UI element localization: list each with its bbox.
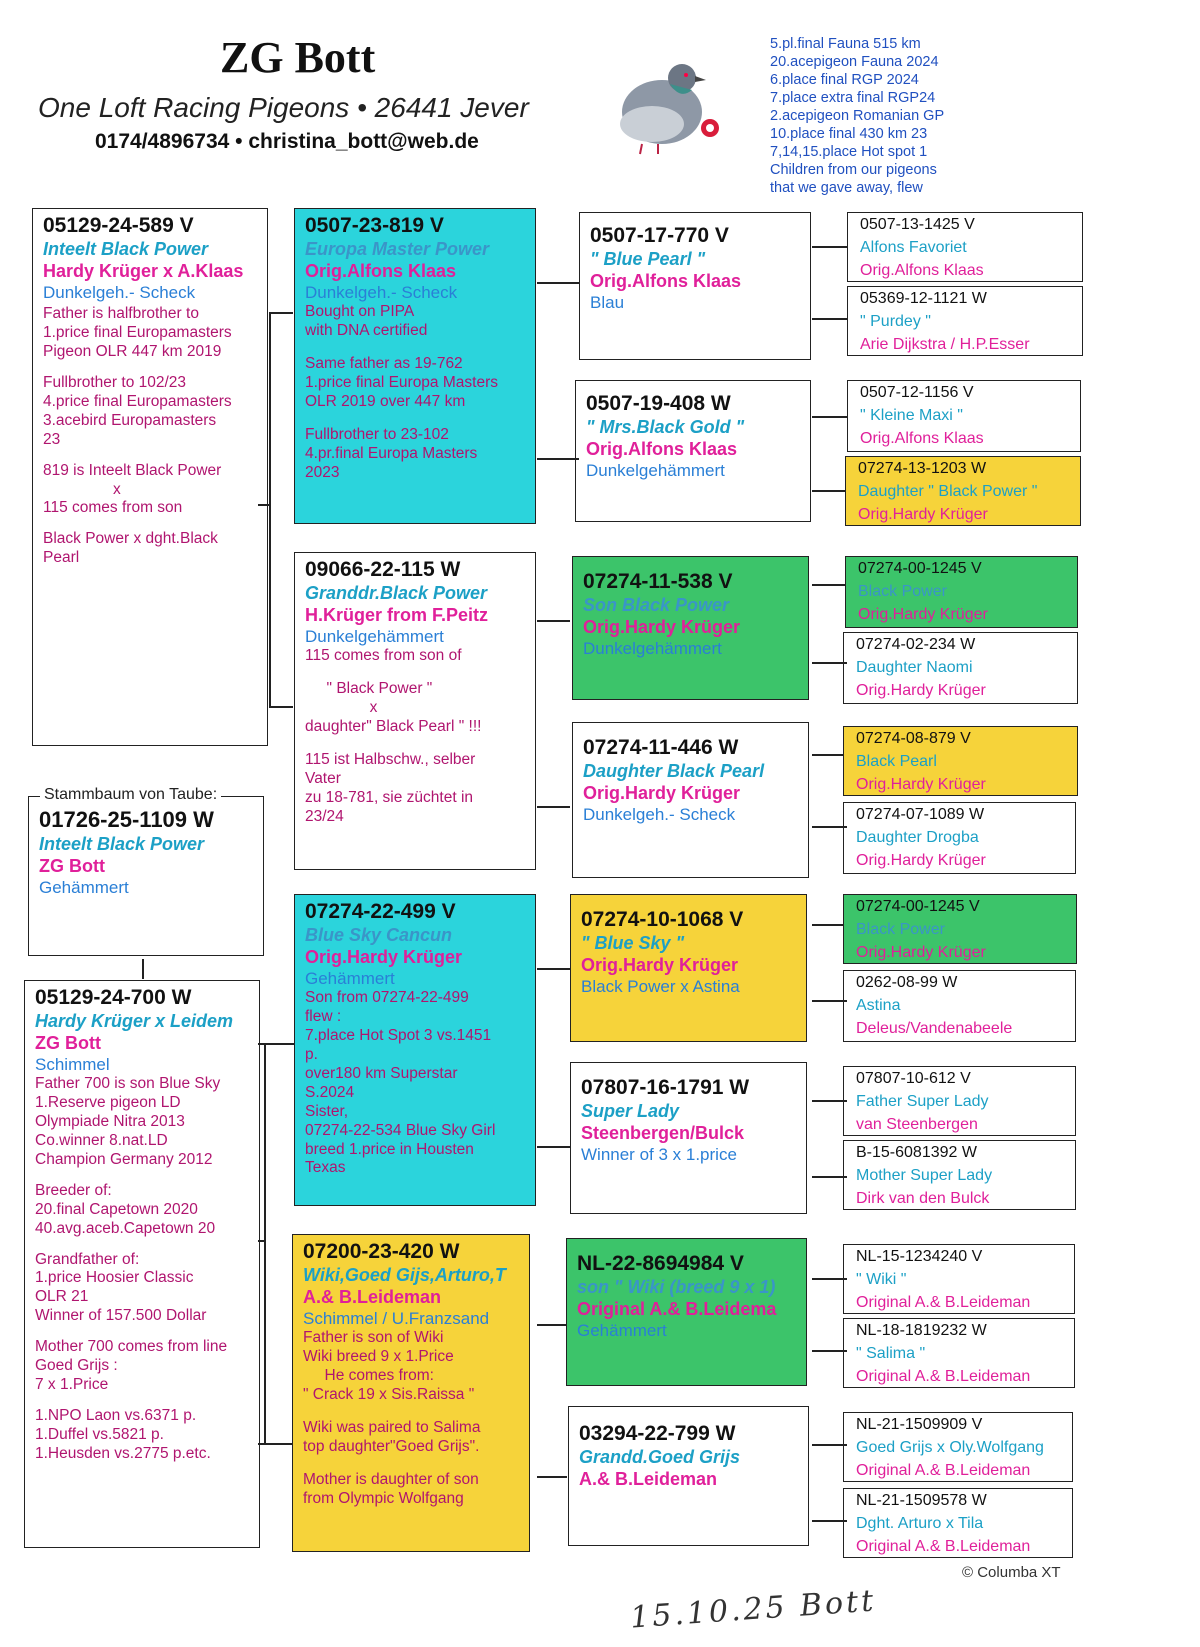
copyright: © Columba XT [962,1564,1061,1581]
subject-heading: Stammbaum von Taube: [40,786,221,804]
grandparent-card: 07274-22-499 V Blue Sky Cancun Orig.Hardy Krüger Gehämmert Son from 07274-22-499 flew : 7.place Hot Spot 3 vs.1451 p. over180 km Superstar S.2024 Sister, 07274-22-534 Blue Sky Girl breed 1.price in Housten Texas [294,894,536,1206]
grandparent-card: 09066-22-115 W Granddr.Black Power H.Krüger from F.Peitz Dunkelgehämmert 115 comes from son of " Black Power " x daughter" Black Pearl " !!! 115 ist Halbschw., selber Vater zu 18-781, sie züchtet in 23/24 [294,552,536,870]
page-title: ZG Bott [220,33,376,82]
father-name: Inteelt Black Power [43,238,209,259]
ancestor-card: 07274-00-1245 V Black Power Orig.Hardy Krüger [845,556,1078,628]
father-breeder: Hardy Krüger x A.Klaas [43,260,244,281]
contact-line: 0174/4896734 • christina_bott@web.de [95,130,479,153]
result-item: 20.acepigeon Fauna 2024 [770,53,939,70]
great-grandparent-card: 0507-17-770 V " Blue Pearl " Orig.Alfons Klaas Blau [579,212,811,360]
result-item: 7.place extra final RGP24 [770,89,936,106]
mother-color: Schimmel [35,1054,110,1074]
subject-card [28,796,264,956]
result-item: 6.place final RGP 2024 [770,71,919,88]
great-grandparent-card: 07274-10-1068 V " Blue Sky " Orig.Hardy Krüger Black Power x Astina [570,894,807,1042]
ancestor-card: 07274-00-1245 V Black Power Orig.Hardy Krüger [843,894,1077,964]
father-notes: Father is halfbrother to 1.price final Europamasters Pigeon OLR 447 km 2019 Fullbrother to 102/23 4.price final Europamasters 3.acebird Europamasters 23 819 is Inteelt Black Power x 115 comes from son Black Power x dght.Black Pearl [43,305,232,567]
great-grandparent-card: 07274-11-446 W Daughter Black Pearl Orig.Hardy Krüger Dunkelgeh.- Scheck [572,722,809,878]
ancestor-card: 07274-08-879 V Black Pearl Orig.Hardy Krüger [843,726,1078,796]
mother-id: 05129-24-700 W [35,986,192,1009]
result-item: 5.pl.final Fauna 515 km [770,36,921,52]
ancestor-card: 0507-12-1156 V " Kleine Maxi " Orig.Alfons Klaas [847,380,1081,452]
handwritten-signature: 15.10.25 Bott [629,1583,878,1636]
father-card [32,208,268,746]
father-id: 05129-24-589 V [43,214,194,237]
ancestor-card: 07274-07-1089 W Daughter Drogba Orig.Hardy Krüger [843,802,1076,874]
result-item: 7,14,15.place Hot spot 1 [770,143,928,160]
ancestor-card: B-15-6081392 W Mother Super Lady Dirk van den Bulck [843,1140,1076,1210]
ancestor-card: NL-18-1819232 W " Salima " Original A.& B.Leideman [843,1318,1075,1388]
result-item: Children from our pigeons [770,161,937,178]
subject-name: Inteelt Black Power [39,833,205,854]
subject-breeder: ZG Bott [39,855,105,876]
great-grandparent-card: 07807-16-1791 W Super Lady Steenbergen/Bulck Winner of 3 x 1.price [570,1062,807,1214]
ancestor-card: NL-21-1509578 W Dght. Arturo x Tila Original A.& B.Leideman [843,1488,1073,1558]
great-grandparent-card: 03294-22-799 W Grandd.Goed Grijs A.& B.Leideman [568,1406,809,1546]
ancestor-card: 05369-12-1121 W " Purdey " Arie Dijkstra / H.P.Esser [847,286,1083,356]
grandparent-card: 0507-23-819 V Europa Master Power Orig.Alfons Klaas Dunkelgeh.- Scheck Bought on PIPA with DNA certified Same father as 19-762 1.price final Europa Masters OLR 2019 over 447 km Fullbrother to 23-102 4.pr.final Europa Masters 2023 [294,208,536,524]
ancestor-card: 07274-13-1203 W Daughter " Black Power " Orig.Hardy Krüger [845,456,1081,526]
mother-card [24,980,260,1548]
great-grandparent-card: 0507-19-408 W " Mrs.Black Gold " Orig.Alfons Klaas Dunkelgehämmert [575,380,811,522]
mother-name: Hardy Krüger x Leidem [35,1010,234,1031]
result-item: 10.place final 430 km 23 [770,125,928,142]
ancestor-card: 07807-10-612 V Father Super Lady van Steenbergen [843,1066,1076,1136]
subject-id: 01726-25-1109 W [39,807,214,832]
page-subtitle: One Loft Racing Pigeons • 26441 Jever [38,92,529,123]
great-grandparent-card: 07274-11-538 V Son Black Power Orig.Hardy Krüger Dunkelgehämmert [572,556,809,700]
results-list [770,36,944,198]
grandparent-card: 07200-23-420 W Wiki,Goed Gijs,Arturo,T A.& B.Leideman Schimmel / U.Franzsand Father is son of Wiki Wiki breed 9 x 1.Price He comes from: " Crack 19 x Sis.Raissa " Wiki was paired to Salima top daughter"Goed Grijs". Mother is daughter of son from Olympic Wolfgang [292,1234,530,1552]
ancestor-card: 0262-08-99 W Astina Deleus/Vandenabeele [843,970,1076,1042]
ancestor-card: 07274-02-234 W Daughter Naomi Orig.Hardy Krüger [843,632,1078,704]
ancestor-card: NL-21-1509909 V Goed Grijs x Oly.Wolfgang Original A.& B.Leideman [843,1412,1073,1482]
mother-breeder: ZG Bott [35,1032,101,1053]
father-color: Dunkelgeh.- Scheck [43,282,196,302]
ancestor-card: NL-15-1234240 V " Wiki " Original A.& B.Leideman [843,1244,1075,1314]
result-item: that we gave away, flew [770,179,923,196]
ancestor-card: 0507-13-1425 V Alfons Favoriet Orig.Alfons Klaas [847,212,1083,282]
great-grandparent-card: NL-22-8694984 V son " Wiki (breed 9 x 1) Original A.& B.Leidema Gehämmert [566,1238,807,1386]
pigeon-photo [592,32,732,157]
subject-color: Gehämmert [39,877,129,897]
result-item: 2.acepigeon Romanian GP [770,107,945,124]
mother-notes: Father 700 is son Blue Sky 1.Reserve pigeon LD Olympiade Nitra 2013 Co.winner 8.nat.LD Champion Germany 2012 Breeder of: 20.final Capetown 2020 40.avg.aceb.Capetown 20 Grandfather of: 1.price Hoosier Classic OLR 21 Winner of 157.500 Dollar Mother 700 comes from line Goed Grijs : 7 x 1.Price 1.NPO Laon vs.6371 p. 1.Duffel vs.5821 p. 1.Heusden vs.2775 p.etc. [35,1075,228,1462]
